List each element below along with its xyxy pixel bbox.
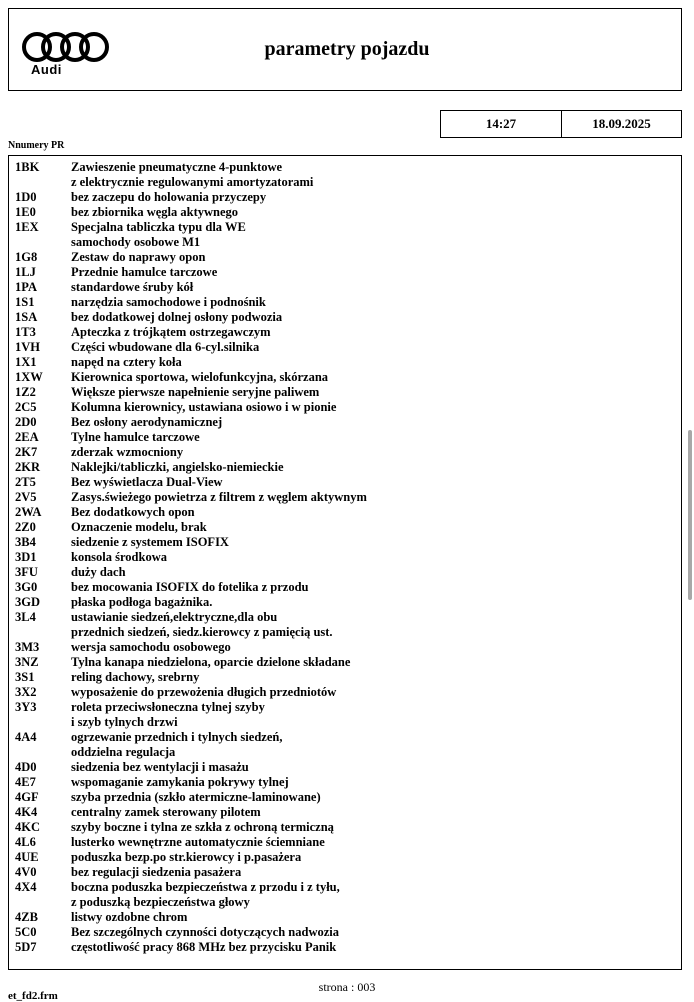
time-date-box (440, 110, 682, 138)
pr-description (71, 670, 681, 685)
time-value: 14:27 (441, 111, 562, 137)
pr-description (71, 220, 681, 250)
scrollbar[interactable] (688, 430, 692, 600)
list-item (9, 880, 681, 910)
pr-code: 3FU (15, 565, 38, 579)
list-item (9, 865, 681, 880)
pr-description-line: Części wbudowane dla 6-cyl.silnika (71, 340, 260, 354)
list-item (9, 505, 681, 520)
list-item (9, 685, 681, 700)
list-item (9, 565, 681, 580)
list-item (9, 910, 681, 925)
list-item (9, 400, 681, 415)
pr-number-list (8, 155, 682, 970)
pr-code: 3L4 (15, 610, 36, 624)
pr-description-line: reling dachowy, srebrny (71, 670, 200, 684)
pr-description-line: Bez dodatkowych opon (71, 505, 195, 519)
pr-description-line: boczna poduszka bezpieczeństwa z przodu i z tyłu, (71, 880, 340, 894)
list-item (9, 940, 681, 955)
list-item (9, 670, 681, 685)
pr-description-line: Bez wyświetlacza Dual-View (71, 475, 223, 489)
pr-description (71, 370, 681, 385)
pr-description-line: samochody osobowe M1 (71, 235, 201, 249)
pr-description (71, 655, 681, 670)
pr-description (71, 910, 681, 925)
date-value: 18.09.2025 (592, 116, 651, 131)
pr-description-line: ogrzewanie przednich i tylnych siedzeń, (71, 730, 283, 744)
pr-description-line: szyby boczne i tylna ze szkła z ochroną termiczną (71, 820, 334, 834)
pr-code: 1X1 (15, 355, 37, 369)
pr-description-line: oddzielna regulacja (71, 745, 176, 759)
list-item (9, 340, 681, 355)
pr-description (71, 535, 681, 550)
pr-description (71, 850, 681, 865)
pr-code: 4V0 (15, 865, 37, 879)
pr-code: 2C5 (15, 400, 37, 414)
pr-description (71, 595, 681, 610)
pr-description-line: wspomaganie zamykania pokrywy tylnej (71, 775, 289, 789)
pr-description-line: bez mocowania ISOFIX do fotelika z przodu (71, 580, 309, 594)
list-item (9, 250, 681, 265)
pr-code: 3B4 (15, 535, 36, 549)
pr-code: 4L6 (15, 835, 36, 849)
pr-description (71, 355, 681, 370)
list-item (9, 475, 681, 490)
pr-code: 4ZB (15, 910, 38, 924)
brand-name: Audi (31, 62, 62, 77)
pr-code: 1EX (15, 220, 39, 234)
pr-code: 5C0 (15, 925, 37, 939)
pr-description-line: Apteczka z trójkątem ostrzegawczym (71, 325, 271, 339)
list-item (9, 805, 681, 820)
list-item (9, 415, 681, 430)
pr-description (71, 475, 681, 490)
pr-code: 4UE (15, 850, 39, 864)
pr-description-line: bez zbiornika węgla aktywnego (71, 205, 239, 219)
pr-description-line: Bez szczególnych czynności dotyczących nadwozia (71, 925, 340, 939)
pr-description (71, 820, 681, 835)
pr-code: 1BK (15, 160, 40, 174)
pr-code: 3M3 (15, 640, 40, 654)
pr-code: 4A4 (15, 730, 37, 744)
pr-code: 1SA (15, 310, 38, 324)
pr-description-line: lusterko wewnętrzne automatycznie ściemniane (71, 835, 325, 849)
list-item (9, 460, 681, 475)
list-item (9, 580, 681, 595)
list-item (9, 520, 681, 535)
pr-description-line: siedzenia bez wentylacji i masażu (71, 760, 249, 774)
pr-code: 4KC (15, 820, 40, 834)
pr-description (71, 880, 681, 910)
list-item (9, 385, 681, 400)
list-item (9, 820, 681, 835)
pr-description (71, 835, 681, 850)
pr-description (71, 565, 681, 580)
pr-description (71, 430, 681, 445)
pr-description-line: zderzak wzmocniony (71, 445, 184, 459)
list-item (9, 355, 681, 370)
pr-description (71, 295, 681, 310)
pr-description (71, 190, 681, 205)
pr-description-line: narzędzia samochodowe i podnośnik (71, 295, 266, 309)
pr-description-line: Tylne hamulce tarczowe (71, 430, 200, 444)
pr-description (71, 940, 681, 955)
list-item (9, 640, 681, 655)
list-item (9, 190, 681, 205)
pr-description (71, 865, 681, 880)
pr-description (71, 400, 681, 415)
pr-description-line: wyposażenie do przewożenia długich przedniotów (71, 685, 337, 699)
pr-description-line: szyba przednia (szkło atermiczne-laminowane) (71, 790, 321, 804)
pr-code: 2T5 (15, 475, 36, 489)
pr-description (71, 445, 681, 460)
pr-description-line: Zasys.świeżego powietrza z filtrem z węglem aktywnym (71, 490, 367, 504)
footer-code: et_fd2.frm (8, 990, 58, 1002)
pr-code: 1LJ (15, 265, 36, 279)
pr-description-line: wersja samochodu osobowego (71, 640, 231, 654)
pr-description (71, 325, 681, 340)
pr-description (71, 790, 681, 805)
list-item (9, 310, 681, 325)
pr-description-line: standardowe śruby kół (71, 280, 194, 294)
list-item (9, 430, 681, 445)
list-item (9, 280, 681, 295)
pr-code: 3X2 (15, 685, 37, 699)
pr-code: 1VH (15, 340, 40, 354)
pr-description (71, 775, 681, 790)
pr-code: 2D0 (15, 415, 37, 429)
pr-code: 2Z0 (15, 520, 36, 534)
pr-description-line: płaska podłoga bagażnika. (71, 595, 213, 609)
list-item (9, 265, 681, 280)
pr-description-line: i szyb tylnych drzwi (71, 715, 178, 729)
pr-code: 4K4 (15, 805, 38, 819)
pr-description-line: Kolumna kierownicy, ustawiana osiowo i w pionie (71, 400, 337, 414)
title-wrap (0, 8, 694, 91)
list-item (9, 445, 681, 460)
page-number: strona : 003 (318, 980, 376, 994)
list-item (9, 925, 681, 940)
pr-code: 2KR (15, 460, 40, 474)
pr-code: 4D0 (15, 760, 37, 774)
pr-description-line: Większe pierwsze napełnienie seryjne paliwem (71, 385, 320, 399)
pr-description (71, 385, 681, 400)
pr-code: 1Z2 (15, 385, 36, 399)
pr-description-line: bez zaczepu do holowania przyczepy (71, 190, 267, 204)
list-item (9, 655, 681, 670)
pr-description (71, 460, 681, 475)
list-item (9, 370, 681, 385)
pr-code: 3GD (15, 595, 40, 609)
pr-description-line: Tylna kanapa niedzielona, oparcie dzielone składane (71, 655, 351, 669)
list-item (9, 490, 681, 505)
pr-description (71, 640, 681, 655)
pr-code: 2EA (15, 430, 39, 444)
pr-description-line: duży dach (71, 565, 126, 579)
pr-description-line: ustawianie siedzeń,elektryczne,dla obu (71, 610, 278, 624)
pr-description-line: Przednie hamulce tarczowe (71, 265, 218, 279)
pr-code: 3Y3 (15, 700, 37, 714)
pr-description-line: przednich siedzeń, siedz.kierowcy z pamięcią ust. (71, 625, 333, 639)
pr-description (71, 520, 681, 535)
list-item (9, 160, 681, 190)
pr-description (71, 505, 681, 520)
pr-description (71, 610, 681, 640)
pr-description (71, 310, 681, 325)
pr-description (71, 280, 681, 295)
pr-description-line: konsola środkowa (71, 550, 167, 564)
pr-code: 4X4 (15, 880, 37, 894)
pr-description-line: Zestaw do naprawy opon (71, 250, 206, 264)
list-item (9, 760, 681, 775)
list-item (9, 790, 681, 805)
pr-code: 3S1 (15, 670, 35, 684)
pr-description (71, 925, 681, 940)
pr-description-line: Specjalna tabliczka typu dla WE (71, 220, 246, 234)
list-item (9, 850, 681, 865)
pr-description (71, 340, 681, 355)
pr-code: 1T3 (15, 325, 36, 339)
pr-description-line: z elektrycznie regulowanymi amortyzatorami (71, 175, 314, 189)
list-item (9, 730, 681, 760)
pr-description-line: bez dodatkowej dolnej osłony podwozia (71, 310, 283, 324)
pr-description-line: napęd na cztery koła (71, 355, 182, 369)
pr-code: 2K7 (15, 445, 38, 459)
pr-description-line: bez regulacji siedzenia pasażera (71, 865, 242, 879)
pr-description (71, 700, 681, 730)
pr-code: 2V5 (15, 490, 37, 504)
pr-description-line: centralny zamek sterowany pilotem (71, 805, 261, 819)
list-item (9, 610, 681, 640)
pr-description (71, 760, 681, 775)
page-title: parametry pojazdu (264, 38, 430, 60)
pr-code: 1S1 (15, 295, 35, 309)
pr-description (71, 490, 681, 505)
pr-description (71, 160, 681, 190)
pr-description-line: Zawieszenie pneumatyczne 4-punktowe (71, 160, 283, 174)
pr-description (71, 730, 681, 760)
pr-description-line: Bez osłony aerodynamicznej (71, 415, 223, 429)
pr-description (71, 805, 681, 820)
list-item (9, 550, 681, 565)
pr-description (71, 580, 681, 595)
list-item (9, 295, 681, 310)
pr-code: 1XW (15, 370, 43, 384)
list-item (9, 835, 681, 850)
pr-code: 1PA (15, 280, 37, 294)
list-item (9, 325, 681, 340)
pr-description-line: Kierownica sportowa, wielofunkcyjna, skórzana (71, 370, 329, 384)
pr-description-line: Oznaczenie modelu, brak (71, 520, 207, 534)
list-item (9, 535, 681, 550)
list-item (9, 205, 681, 220)
pr-description-line: siedzenie z systemem ISOFIX (71, 535, 229, 549)
pr-description (71, 250, 681, 265)
pr-description (71, 415, 681, 430)
pr-code: 1G8 (15, 250, 38, 264)
pr-code: 2WA (15, 505, 42, 519)
pr-code: 3G0 (15, 580, 38, 594)
pr-code: 1E0 (15, 205, 36, 219)
pr-description-line: Naklejki/tabliczki, angielsko-niemieckie (71, 460, 284, 474)
pr-description-line: z poduszką bezpieczeństwa głowy (71, 895, 250, 909)
pr-description (71, 205, 681, 220)
list-item (9, 595, 681, 610)
pr-code: 1D0 (15, 190, 37, 204)
list-item (9, 775, 681, 790)
pr-description-line: poduszka bezp.po str.kierowcy i p.pasażera (71, 850, 302, 864)
list-item (9, 700, 681, 730)
pr-description-line: listwy ozdobne chrom (71, 910, 188, 924)
pr-code: 4E7 (15, 775, 36, 789)
pr-code: 3NZ (15, 655, 39, 669)
pr-description (71, 550, 681, 565)
pr-code: 5D7 (15, 940, 37, 954)
pr-description-line: roleta przeciwsłoneczna tylnej szyby (71, 700, 265, 714)
section-label: Nnumery PR (8, 140, 65, 151)
pr-description (71, 685, 681, 700)
pr-description-line: częstotliwość pracy 868 MHz bez przycisku Panik (71, 940, 337, 954)
list-item (9, 220, 681, 250)
pr-code: 3D1 (15, 550, 37, 564)
pr-code: 4GF (15, 790, 39, 804)
pr-description (71, 265, 681, 280)
